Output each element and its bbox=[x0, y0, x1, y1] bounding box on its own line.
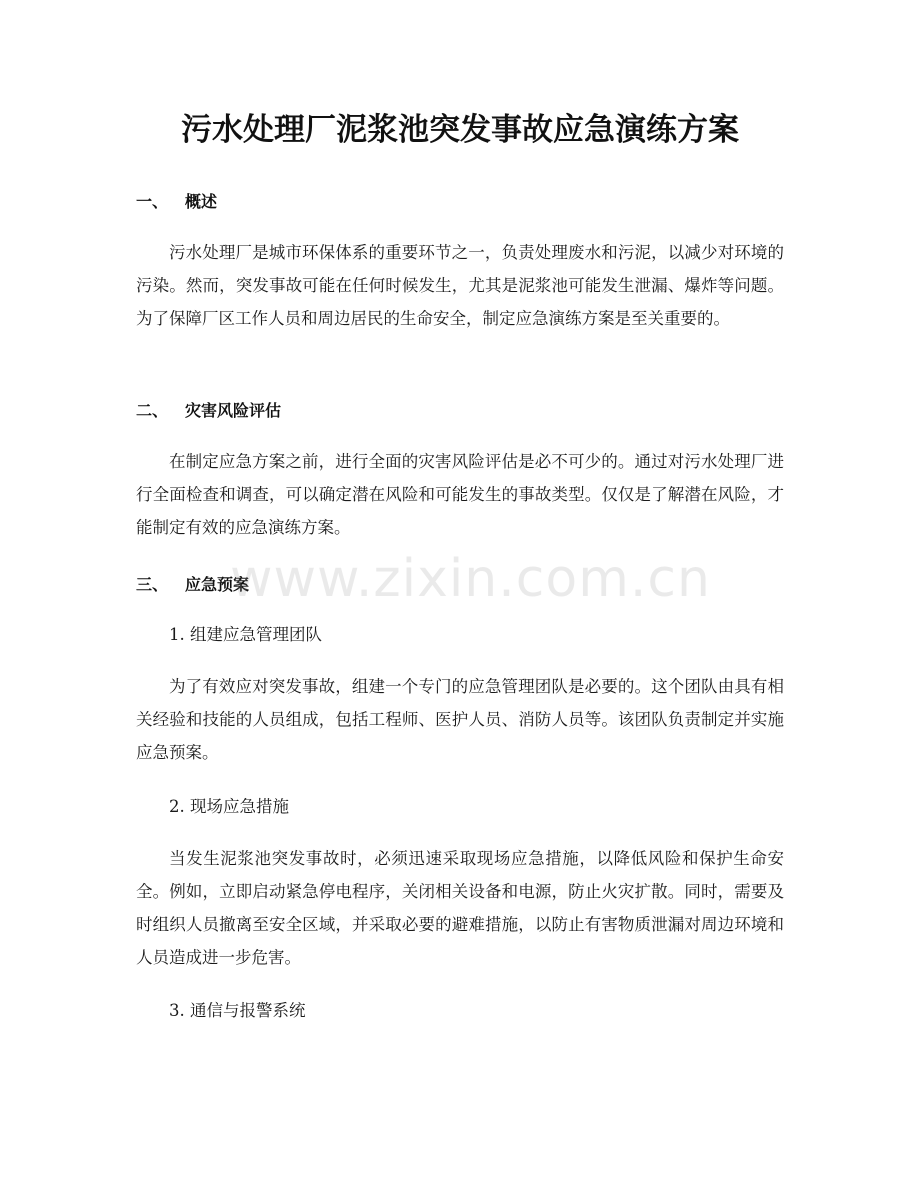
subsection-label-onsite-measures: 2. 现场应急措施 bbox=[169, 797, 289, 816]
section-number: 二、 bbox=[136, 401, 169, 420]
team-paragraph: 为了有效应对突发事故，组建一个专门的应急管理团队是必要的。这个团队由具有相关经验和技能的人员组成，包括工程师、医护人员、消防人员等。该团队负责制定并实施应急预案。 bbox=[136, 677, 784, 762]
section-heading-risk-assessment bbox=[136, 399, 281, 423]
subsection-label-communication: 3. 通信与报警系统 bbox=[169, 1001, 306, 1020]
watermark: www.zixin.com.cn bbox=[230, 549, 711, 609]
risk-assessment-paragraph: 在制定应急方案之前，进行全面的灾害风险评估是必不可少的。通过对污水处理厂进行全面检查和调查，可以确定潜在风险和可能发生的事故类型。仅仅是了解潜在风险，才能制定有效的应急演练方案。 bbox=[136, 452, 784, 537]
document-title: 污水处理厂泥浆池突发事故应急演练方案 bbox=[181, 112, 739, 148]
section-number: 三、 bbox=[136, 575, 169, 594]
onsite-measures-paragraph: 当发生泥浆池突发事故时，必须迅速采取现场应急措施，以降低风险和保护生命安全。例如，立即启动紧急停电程序，关闭相关设备和电源，防止火灾扩散。同时，需要及时组织人员撤离至安全区域，并采取必要的避难措施，以防止有害物质泄漏对周边环境和人员造成进一步危害。 bbox=[136, 849, 784, 967]
overview-paragraph: 污水处理厂是城市环保体系的重要环节之一，负责处理废水和污泥，以减少对环境的污染。然而，突发事故可能在任何时候发生，尤其是泥浆池可能发生泄漏、爆炸等问题。为了保障厂区工作人员和周边居民的生命安全，制定应急演练方案是至关重要的。 bbox=[136, 243, 784, 328]
section-heading-overview bbox=[136, 190, 217, 214]
section-title: 应急预案 bbox=[185, 575, 250, 594]
section-heading-emergency-plan bbox=[136, 573, 249, 597]
section-number: 一、 bbox=[136, 192, 169, 211]
section-title: 概述 bbox=[185, 192, 218, 211]
subsection-label-team: 1. 组建应急管理团队 bbox=[169, 625, 322, 644]
section-title: 灾害风险评估 bbox=[185, 401, 282, 420]
